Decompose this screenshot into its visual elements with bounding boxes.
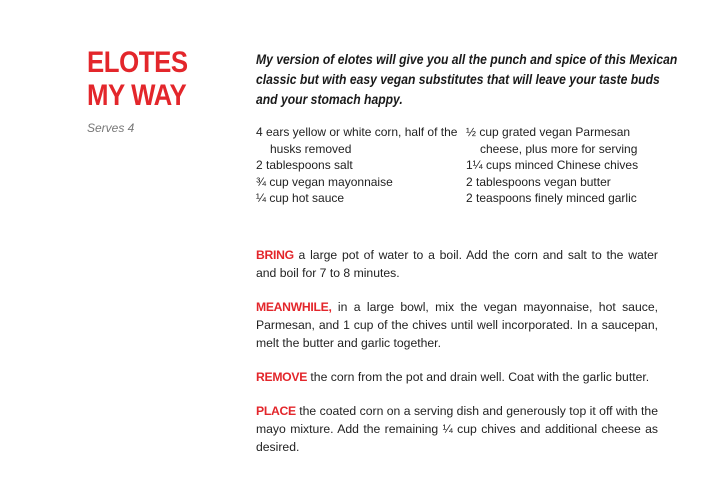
recipe-title-line-1: ELOTES — [87, 46, 188, 79]
step-keyword: REMOVE — [256, 370, 308, 384]
ingredient-item: ½ cup grated vegan Parmesan cheese, plus more for serving — [466, 125, 638, 156]
ingredient-item: 4 ears yellow or white corn, half of the husks removed — [256, 125, 458, 156]
ingredient-item: 2 tablespoons salt — [256, 158, 353, 172]
instruction-step — [256, 402, 658, 456]
instructions — [256, 246, 658, 472]
step-text: in a large bowl, mix the vegan mayonnaise, hot sauce, Parmesan, and 1 cup of the chives until well incorporated. In a saucepan, melt the butter and garlic together. — [256, 300, 658, 350]
instruction-step — [256, 298, 658, 352]
recipe-title — [87, 46, 188, 112]
step-keyword: BRING — [256, 248, 294, 262]
step-keyword: PLACE — [256, 404, 296, 418]
recipe-title-line-2: MY WAY — [87, 79, 187, 112]
step-text: the corn from the pot and drain well. Coat with the garlic butter. — [307, 370, 650, 384]
step-text: the coated corn on a serving dish and generously top it off with the mayo mixture. Add the remaining ¼ cup chives and additional cheese as desired. — [256, 404, 658, 454]
recipe-intro: My version of elotes will give you all the punch and spice of this Mexican classic but with easy vegan substitutes that will leave your taste buds and your stomach happy. — [256, 52, 678, 107]
instruction-step — [256, 368, 658, 386]
ingredients-list-right — [466, 124, 666, 207]
ingredient-item: 1¼ cups minced Chinese chives — [466, 158, 639, 172]
ingredients-list-left — [256, 124, 461, 207]
instruction-step — [256, 246, 658, 282]
ingredient-item: ¾ cup vegan mayonnaise — [256, 174, 393, 189]
ingredient-item: 2 teaspoons finely minced garlic — [466, 191, 637, 205]
step-text: a large pot of water to a boil. Add the corn and salt to the water and boil for 7 to 8 minutes. — [256, 248, 658, 280]
step-keyword: MEANWHILE, — [256, 300, 332, 314]
ingredient-item: ¼ cup hot sauce — [256, 191, 345, 205]
ingredient-item: 2 tablespoons vegan butter — [466, 174, 611, 189]
servings-label: Serves 4 — [87, 121, 135, 135]
